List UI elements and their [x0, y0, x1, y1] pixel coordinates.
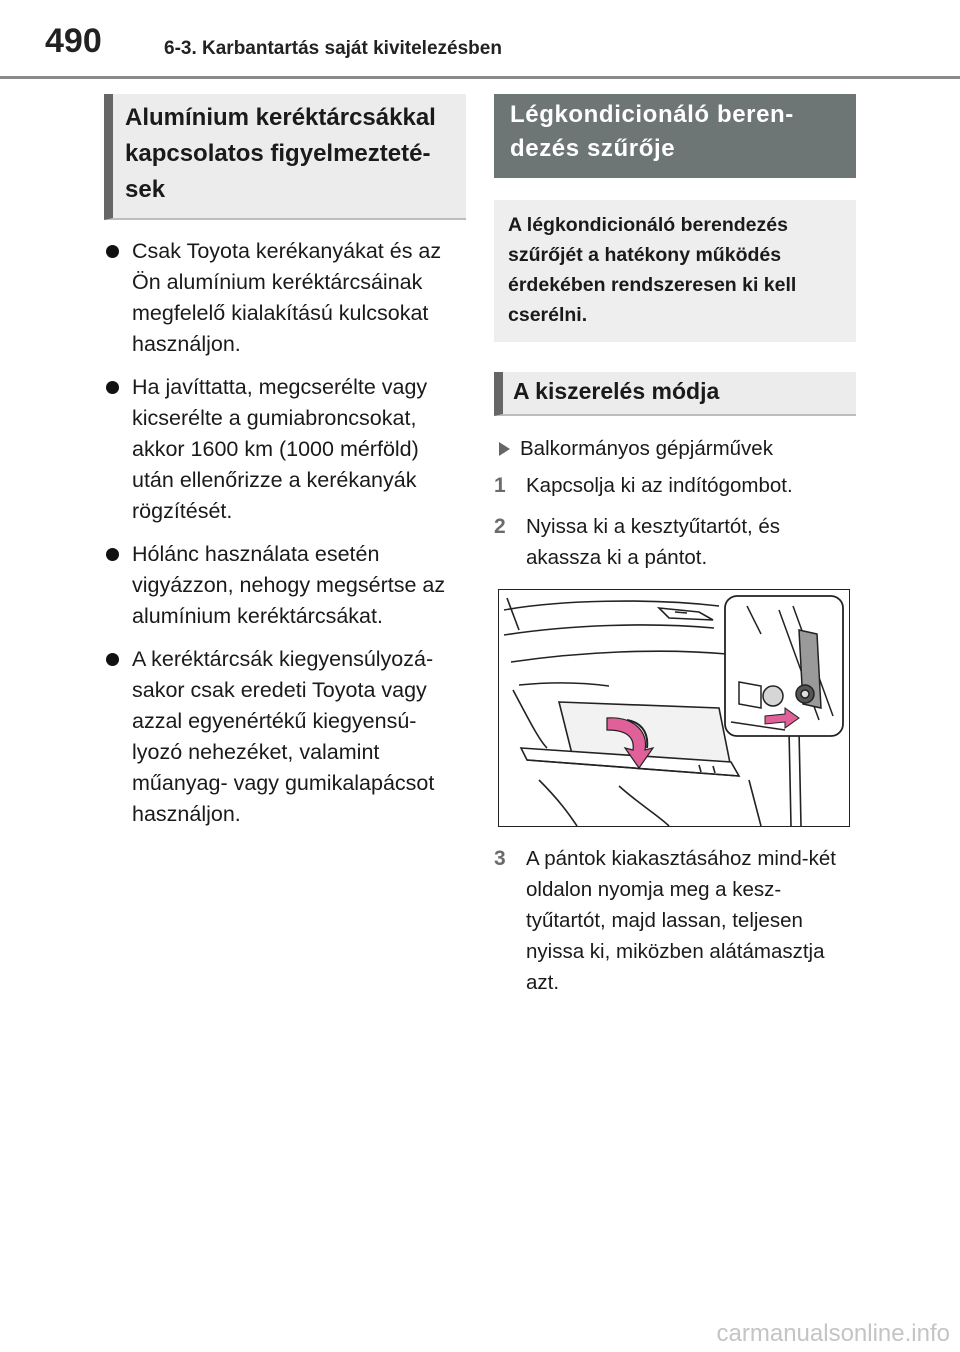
bullet-text: Csak Toyota kerékanyákat és az Ön alumínium keréktárcsáinak megfelelő kialakítású kulcsokat használjon. — [132, 239, 442, 356]
caution-title: Alumínium keréktárcsákkal kapcsolatos figyelmezteté-sek — [104, 94, 466, 220]
list-item — [104, 236, 466, 360]
bullet-text: Hólánc használata esetén vigyázzon, nehogy megsértse az alumínium keréktárcsákat. — [132, 542, 446, 628]
page-number: 490 — [45, 22, 102, 60]
left-column — [104, 94, 466, 842]
step-item — [494, 843, 856, 998]
vehicle-type-label — [494, 434, 856, 464]
list-item — [104, 539, 466, 632]
bullet-icon — [106, 245, 119, 258]
removal-subheading: A kiszerelés módja — [494, 372, 856, 416]
right-column — [494, 94, 856, 1008]
triangle-arrow-icon — [499, 442, 510, 456]
step-number: 3 — [494, 847, 506, 870]
intro-text: A légkondicionáló berendezés szűrőjét a hatékony működés érdekében rendszeresen ki kell cserélni. — [494, 200, 856, 342]
section-title: 6-3. Karbantartás saját kivitelezésben — [164, 38, 502, 59]
vehicle-type-text: Balkormányos gépjárművek — [520, 437, 773, 460]
bullet-icon — [106, 548, 119, 561]
steps-list — [494, 470, 856, 573]
caution-bullet-list — [104, 236, 466, 830]
list-item — [104, 644, 466, 830]
filter-heading: Légkondicionáló beren-dezés szűrője — [494, 94, 856, 178]
bullet-icon — [106, 381, 119, 394]
glovebox-drawing — [499, 590, 849, 826]
bullet-text: Ha javíttatta, megcserélte vagy kicserélte a gumiabroncsokat, akkor 1600 km (1000 mérföld) után ellenőrizze a kerékanyák rögzítését. — [132, 375, 428, 523]
steps-list-continued — [494, 843, 856, 998]
page-header — [0, 0, 960, 80]
bullet-text: A keréktárcsák kiegyensúlyozá-sakor csak eredeti Toyota vagy azzal egyenértékű kiegyensú-lyozó nehezéket, valamint műanyag- vagy gumikalapácsot használjon. — [132, 647, 435, 826]
list-item — [104, 372, 466, 527]
step-number: 1 — [494, 474, 506, 497]
step-text: A pántok kiakasztásához mind-két oldalon nyomja meg a kesz-tyűtartót, majd lassan, teljesen nyissa ki, miközben alátámasztja azt. — [526, 847, 836, 994]
step-text: Nyissa ki a kesztyűtartót, és akassza ki a pántot. — [526, 515, 781, 569]
glovebox-illustration — [498, 589, 850, 827]
bullet-icon — [106, 653, 119, 666]
step-number: 2 — [494, 515, 506, 538]
step-item — [494, 470, 856, 501]
step-text: Kapcsolja ki az indítógombot. — [526, 474, 793, 497]
header-divider — [0, 76, 960, 79]
step-item — [494, 511, 856, 573]
watermark-text: carmanualsonline.info — [716, 1320, 950, 1347]
